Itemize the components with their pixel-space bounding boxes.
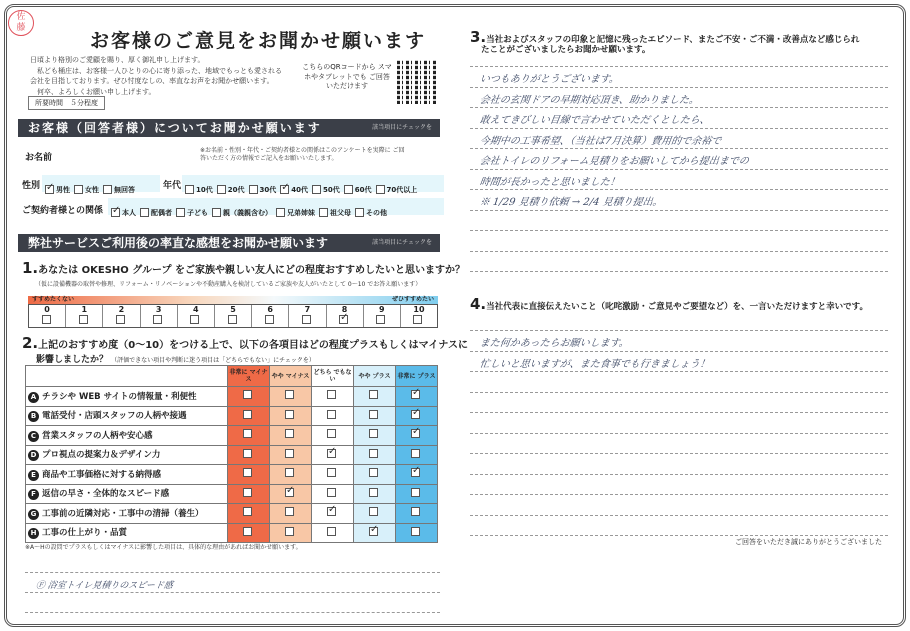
rating-cell[interactable] (312, 406, 354, 426)
relation-label: ご契約者様との関係 (22, 206, 104, 216)
rating-cell[interactable] (312, 465, 354, 485)
rating-cell[interactable] (312, 484, 354, 504)
answer-line (470, 535, 888, 536)
section-hint: 該当項目にチェックを (372, 124, 432, 131)
item-label-cell (26, 484, 228, 504)
relation-option[interactable] (212, 208, 272, 218)
relation-options (108, 198, 444, 215)
scale-option-9[interactable] (364, 305, 401, 327)
q2-number: 2. (22, 334, 39, 352)
age-option[interactable] (217, 185, 245, 195)
item-key-badge: D (28, 450, 39, 461)
checkbox[interactable] (327, 390, 336, 399)
relation-option[interactable] (140, 208, 172, 218)
item-label: 返信の早さ・全体的なスピード感 (42, 489, 170, 500)
checkbox[interactable] (243, 527, 252, 536)
answer-line (470, 515, 888, 516)
item-label-cell (26, 504, 228, 524)
scale-option-8[interactable] (327, 305, 364, 327)
q2-note: ※A〜Hの設問でプラスもしくはマイナスに影響した項目は、具体的な理由があればお聞かせ願います。 (25, 544, 302, 551)
item-label-cell (26, 406, 228, 426)
qr-code-icon[interactable] (397, 60, 437, 104)
answer-line (470, 128, 888, 129)
q2-question-line2 (36, 352, 315, 365)
checkbox[interactable] (285, 410, 294, 419)
checkbox[interactable] (285, 449, 294, 458)
age-option-label: 60代 (354, 185, 372, 194)
checkbox[interactable] (243, 507, 252, 516)
rating-cell[interactable] (270, 484, 312, 504)
answer-line (470, 107, 888, 108)
checkbox[interactable] (243, 468, 252, 477)
age-option-label: 70代以上 (386, 185, 418, 194)
rating-cell[interactable] (228, 426, 270, 446)
age-option[interactable] (344, 185, 372, 195)
intro-line: 日頃より格別のご愛顧を賜り、厚く御礼申し上げます。 (30, 56, 205, 64)
scale-option-3[interactable] (141, 305, 178, 327)
rating-cell[interactable] (396, 426, 438, 446)
scale-number: 10 (413, 305, 425, 314)
name-seal-stamp: 佐 藤 (8, 10, 34, 36)
item-label: 工事の仕上がり・品質 (42, 528, 128, 539)
q4-number: 4. (470, 295, 487, 313)
recommend-scale (28, 296, 438, 328)
relation-option[interactable] (319, 208, 351, 218)
scale-number: 6 (267, 305, 273, 314)
checkbox[interactable] (285, 429, 294, 438)
item-label-cell (26, 387, 228, 407)
rating-cell[interactable] (396, 523, 438, 543)
relation-option[interactable] (355, 208, 387, 218)
rating-cell[interactable] (270, 465, 312, 485)
answer-line (470, 189, 888, 190)
scale-option-4[interactable] (178, 305, 215, 327)
q3-handwritten-line[interactable]: ※ 1/29 見積り依頼 → 2/4 見積り提出。 (478, 197, 664, 208)
checkbox[interactable] (285, 488, 294, 497)
q3-handwritten-line[interactable]: 今期中の工事希望、（当社は7月決算）費用的で余裕で (478, 135, 722, 147)
table-row-g (26, 504, 438, 524)
gender-option-label: 男性 (56, 185, 70, 194)
gender-option[interactable] (45, 185, 70, 195)
section-title: 弊社サービスご利用後の率直な感想をお聞かせ願います (28, 236, 329, 250)
checkbox[interactable] (411, 410, 420, 419)
checkbox[interactable] (339, 315, 348, 324)
answer-line (470, 87, 888, 88)
checkbox[interactable] (411, 429, 420, 438)
item-key-badge: G (28, 509, 39, 520)
rating-cell[interactable] (312, 523, 354, 543)
q2-text2: 影響しましたか？ (36, 355, 109, 365)
q4-handwritten-line[interactable]: 忙しいと思いますが、また食事でも行きましょう！ (478, 358, 711, 370)
relation-option-label: 配偶者 (151, 208, 172, 217)
answer-line (470, 494, 888, 495)
age-option[interactable] (280, 185, 308, 195)
answer-line (470, 412, 888, 413)
checkbox[interactable] (369, 507, 378, 516)
relation-option-label: 兄弟姉妹 (287, 208, 315, 217)
section-header-customer (18, 119, 440, 137)
column-header: 非常に マイナス (228, 366, 270, 387)
rating-cell[interactable] (270, 445, 312, 465)
checkbox[interactable] (212, 208, 221, 217)
q1-text: あなたは OKESHO グループ をご家族や親しい友人にどの程度おすすめしたいと思いますか？ (38, 265, 466, 276)
checkbox[interactable] (376, 185, 385, 194)
section-title: お客様（回答者様）についてお聞かせ願います (28, 121, 322, 135)
checkbox[interactable] (327, 429, 336, 438)
rating-cell[interactable] (354, 523, 396, 543)
scale-number: 7 (304, 305, 311, 314)
checkbox[interactable] (249, 185, 258, 194)
column-header: やや プラス (354, 366, 396, 387)
scale-option-1[interactable] (66, 305, 103, 327)
rating-cell[interactable] (270, 406, 312, 426)
item-key-badge: F (28, 489, 39, 500)
q3-text: 当社およびスタッフの印象と記憶に残ったエピソード、またご不安・ご不満・改善点など感じられ (486, 35, 860, 45)
q3-question-line2: たことがございましたらお聞かせ願います。 (481, 45, 651, 55)
age-option-label: 20代 (227, 185, 245, 194)
answer-line (470, 148, 888, 149)
answer-line (470, 453, 888, 454)
checkbox[interactable] (116, 315, 125, 324)
q4-text: 当社代表に直接伝えたいこと（叱咤激励・ご意見やご要望など）を、一言いただけますと幸いです。 (486, 302, 868, 312)
item-label: 電話受付・店頭スタッフの人柄や接遇 (42, 411, 187, 422)
checkbox[interactable] (327, 449, 336, 458)
scale-option-7[interactable] (289, 305, 326, 327)
answer-line (470, 392, 888, 393)
q1-question (22, 259, 465, 277)
intro-line: 私ども桶庄は、お客様一人ひとりの心に寄り添った、地域でもっとも愛される (30, 66, 282, 75)
checkbox[interactable] (228, 315, 237, 324)
rating-cell[interactable] (228, 523, 270, 543)
q3-handwritten-line[interactable]: いつもありがとうございます。 (478, 74, 620, 85)
checkbox[interactable] (369, 449, 378, 458)
checkbox[interactable] (369, 468, 378, 477)
answer-line (470, 474, 888, 475)
answer-line (470, 433, 888, 434)
rating-cell[interactable] (270, 504, 312, 524)
table-header-row (26, 366, 438, 387)
checkbox[interactable] (103, 185, 112, 194)
rating-cell[interactable] (354, 387, 396, 407)
q3-handwritten-line[interactable]: 会社の玄関ドアの早期対応頂き、助かりました。 (478, 94, 700, 106)
checkbox[interactable] (265, 315, 274, 324)
checkbox[interactable] (312, 185, 321, 194)
scale-option-6[interactable] (252, 305, 289, 327)
gender-option[interactable] (103, 185, 135, 195)
q4-question (470, 295, 868, 313)
checkbox[interactable] (413, 315, 422, 324)
rating-cell[interactable] (354, 504, 396, 524)
checkbox[interactable] (302, 315, 311, 324)
scale-high-label: ぜひすすめたい (391, 296, 434, 303)
duration-box: 所要時間 ５分程度 (28, 96, 105, 110)
checkbox[interactable] (217, 185, 226, 194)
scale-option-2[interactable] (103, 305, 140, 327)
scale-option-5[interactable] (215, 305, 252, 327)
checkbox[interactable] (285, 390, 294, 399)
scale-low-label: すすめたくない (32, 296, 75, 303)
item-label-cell (26, 465, 228, 485)
q4-handwritten-line[interactable]: また何かあったらお願いします。 (478, 338, 630, 349)
relation-option-label: 本人 (122, 208, 136, 217)
rating-cell[interactable] (354, 426, 396, 446)
intro-line: 何卒、よろしくお願い申し上げます。 (30, 87, 156, 96)
rating-cell[interactable] (270, 387, 312, 407)
checkbox[interactable] (190, 315, 199, 324)
checkbox[interactable] (327, 527, 336, 536)
checkbox[interactable] (327, 488, 336, 497)
table-row-h (26, 523, 438, 543)
answer-line (25, 592, 440, 593)
relation-option[interactable] (276, 208, 315, 218)
q1-subtext: （仮に設備機器の取替や修理、リフォーム・リノベーションや不動産購入を検討しているご家族や友人がいたとして 0〜10 でお答え願います） (35, 281, 422, 288)
q2-question (22, 334, 468, 352)
q2-subtext: （評価できない項目や判断に迷う項目は「どちらでもない」にチェックを） (111, 357, 315, 364)
checkbox[interactable] (42, 315, 51, 324)
scale-number: 3 (155, 305, 162, 314)
age-label: 年代 (163, 181, 182, 191)
checkbox[interactable] (411, 507, 420, 516)
q3-handwritten-line[interactable]: 敢えてきびしい目線で言わせていただくとしたら、 (478, 115, 711, 126)
checkbox[interactable] (369, 429, 378, 438)
rating-cell[interactable] (270, 426, 312, 446)
rating-cell[interactable] (396, 445, 438, 465)
qr-caption: こちらのQRコードから スマホやタブレットでも ご回答いただけます (302, 63, 392, 90)
section-header-service (18, 234, 440, 252)
checkbox[interactable] (285, 468, 294, 477)
checkbox[interactable] (111, 208, 120, 217)
scale-number: 2 (118, 305, 125, 314)
scale-cells (28, 304, 438, 328)
checkbox[interactable] (176, 208, 185, 217)
checkbox[interactable] (74, 185, 83, 194)
column-header: 非常に プラス (396, 366, 438, 387)
checkbox[interactable] (243, 390, 252, 399)
rating-cell[interactable] (396, 504, 438, 524)
item-label: チラシや WEB サイトの情報量・利便性 (42, 391, 197, 402)
table-row-d (26, 445, 438, 465)
relation-option-label: その他 (366, 208, 387, 217)
checkbox[interactable] (185, 185, 194, 194)
item-label: 営業スタッフの人柄や安心感 (42, 430, 153, 441)
scale-number: 4 (193, 305, 199, 314)
age-option[interactable] (376, 185, 418, 195)
relation-option[interactable] (111, 208, 136, 218)
answer-line (470, 371, 888, 372)
checkbox[interactable] (369, 390, 378, 399)
item-label-cell (26, 523, 228, 543)
checkbox[interactable] (285, 527, 294, 536)
checkbox[interactable] (327, 507, 336, 516)
gender-option-label: 女性 (85, 185, 99, 194)
rating-cell[interactable] (312, 445, 354, 465)
relation-option-label: 親（義親含む） (223, 208, 272, 217)
rating-cell[interactable] (228, 406, 270, 426)
table-row-e (26, 465, 438, 485)
answer-line (470, 230, 888, 231)
checkbox[interactable] (411, 468, 420, 477)
column-header: どちら でもない (312, 366, 354, 387)
name-note: ※お名前・性別・年代・ご契約者様との関係はこのアンケートを実際に ご回答いただく方の情報でご記入をお願いいたします。 (200, 147, 405, 162)
intro-line: 会社を目指しております。ぜひ忖度なしの、率直なお声をお聞かせ願います。 (30, 77, 274, 85)
item-label: 商品や工事価格に対する納得感 (42, 469, 162, 480)
checkbox[interactable] (79, 315, 88, 324)
rating-cell[interactable] (354, 406, 396, 426)
item-key-badge: B (28, 411, 39, 422)
scale-gradient (28, 296, 438, 304)
answer-line (470, 169, 888, 170)
checkbox[interactable] (319, 208, 328, 217)
checkbox[interactable] (327, 468, 336, 477)
item-key-badge: A (28, 392, 39, 403)
item-label: 工事前の近隣対応・工事中の清掃（養生） (42, 508, 204, 519)
age-options (182, 175, 444, 192)
rating-cell[interactable] (228, 484, 270, 504)
gender-options (42, 175, 160, 192)
checkbox[interactable] (285, 507, 294, 516)
rating-cell[interactable] (354, 445, 396, 465)
checkbox[interactable] (355, 208, 364, 217)
checkbox[interactable] (140, 208, 149, 217)
rating-cell[interactable] (396, 484, 438, 504)
age-option[interactable] (249, 185, 277, 195)
section-hint: 該当項目にチェックを (372, 239, 432, 246)
scale-option-0[interactable] (29, 305, 66, 327)
answer-line (25, 572, 440, 573)
checkbox[interactable] (411, 488, 420, 497)
scale-number: 9 (378, 305, 385, 314)
table-row-f (26, 484, 438, 504)
age-option[interactable] (312, 185, 340, 195)
relation-option-label: 子ども (187, 208, 208, 217)
item-label: プロ視点の提案力＆デザイン力 (42, 450, 161, 461)
scale-number: 0 (44, 305, 50, 314)
checkbox[interactable] (344, 185, 353, 194)
scale-number: 8 (341, 305, 348, 314)
rating-cell[interactable] (228, 387, 270, 407)
item-key-badge: E (28, 470, 39, 481)
table-row-c (26, 426, 438, 446)
rating-cell[interactable] (396, 406, 438, 426)
item-key-badge: C (28, 431, 39, 442)
rating-cell[interactable] (228, 504, 270, 524)
rating-cell[interactable] (354, 484, 396, 504)
checkbox[interactable] (376, 315, 385, 324)
rating-cell[interactable] (312, 426, 354, 446)
age-option-label: 50代 (323, 185, 340, 194)
relation-option[interactable] (176, 208, 208, 218)
checkbox[interactable] (243, 429, 252, 438)
rating-cell[interactable] (270, 523, 312, 543)
table-row-b (26, 406, 438, 426)
item-key-badge: H (28, 528, 39, 539)
checkbox[interactable] (411, 449, 420, 458)
rating-cell[interactable] (396, 465, 438, 485)
relation-option-label: 祖父母 (330, 208, 351, 217)
rating-cell[interactable] (396, 387, 438, 407)
scale-option-10[interactable] (401, 305, 437, 327)
item-label-cell (26, 445, 228, 465)
page-title: お客様のご意見をお聞かせ願います (90, 30, 427, 52)
answer-line (470, 210, 888, 211)
checkbox[interactable] (45, 185, 54, 194)
thanks-text: ご回答をいただき誠にありがとうございました (735, 538, 882, 546)
q2-handwritten-answer[interactable]: Ⓕ 浴室トイレ見積りのスピード感 (35, 581, 174, 591)
answer-line (25, 612, 440, 613)
age-option-label: 30代 (259, 185, 277, 194)
checkbox[interactable] (369, 410, 378, 419)
age-option-label: 40代 (291, 185, 308, 194)
gender-label: 性別 (22, 181, 41, 191)
checkbox[interactable] (153, 315, 162, 324)
checkbox[interactable] (243, 488, 252, 497)
q3-number: 3. (470, 28, 487, 46)
checkbox[interactable] (411, 527, 420, 536)
item-label-cell (26, 426, 228, 446)
checkbox[interactable] (243, 410, 252, 419)
scale-number: 5 (230, 305, 236, 314)
checkbox[interactable] (243, 449, 252, 458)
age-option[interactable] (185, 185, 213, 195)
gender-option-label: 無回答 (114, 185, 135, 194)
q3-handwritten-line[interactable]: 会社トイレのリフォーム見積りをお願いしてから提出までの (478, 156, 750, 167)
rating-cell[interactable] (312, 387, 354, 407)
checkbox[interactable] (369, 527, 378, 536)
q2-text: 上記のおすすめ度（0〜10）をつける上で、以下の各項目はどの程度プラスもしくはマイナスに (38, 340, 469, 351)
rating-table (25, 365, 438, 543)
rating-cell[interactable] (228, 445, 270, 465)
checkbox[interactable] (327, 410, 336, 419)
column-header: やや マイナス (270, 366, 312, 387)
table-row-a (26, 387, 438, 407)
name-label: お名前 (25, 153, 53, 163)
scale-number: 1 (81, 305, 88, 314)
answer-line (470, 351, 888, 352)
rating-cell[interactable] (312, 504, 354, 524)
header-blank (26, 366, 228, 387)
q3-handwritten-line[interactable]: 時間が長かったと思いました！ (478, 176, 621, 188)
q1-number: 1. (22, 259, 39, 277)
checkbox[interactable] (276, 208, 285, 217)
rating-cell[interactable] (228, 465, 270, 485)
intro-text (30, 55, 282, 97)
answer-line (470, 271, 888, 272)
answer-line (470, 330, 888, 331)
answer-line (470, 66, 888, 67)
gender-option[interactable] (74, 185, 99, 195)
answer-line (470, 251, 888, 252)
checkbox[interactable] (411, 390, 420, 399)
checkbox[interactable] (280, 185, 289, 194)
age-option-label: 10代 (196, 185, 213, 194)
checkbox[interactable] (369, 488, 378, 497)
rating-cell[interactable] (354, 465, 396, 485)
